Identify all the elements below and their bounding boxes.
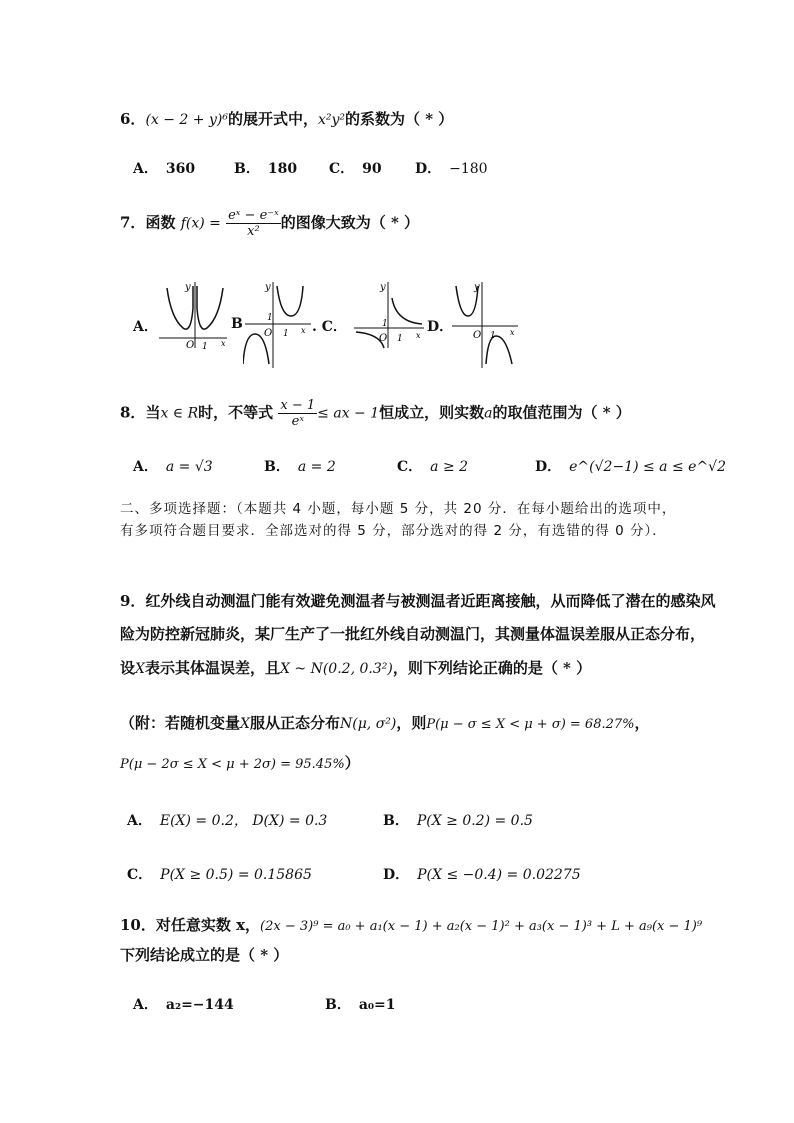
option-a[interactable] — [133, 994, 242, 1014]
option-b[interactable] — [264, 456, 336, 476]
option-label: A． — [133, 161, 158, 177]
variable: X — [135, 661, 145, 677]
option-value: 90 — [362, 161, 382, 177]
option-d[interactable] — [415, 158, 488, 178]
question-text: 红外线自动测温门能有效避免测温者与被测温者近距离接触，从而降低了潜在的感染风 — [145, 592, 716, 610]
question-9-line-3 — [120, 657, 591, 678]
option-label: B． — [264, 459, 290, 475]
option-a[interactable] — [127, 810, 327, 830]
origin-label: O — [186, 340, 195, 350]
option-label: A． — [133, 459, 158, 475]
option-value: 180 — [267, 161, 298, 177]
option-label: C． — [329, 161, 355, 177]
one-label: 1 — [490, 331, 496, 341]
option-value: P(X ≥ 0.5) = 0.15865 — [160, 867, 312, 883]
note-text: 服从正态分布 — [249, 714, 340, 732]
x-label: x — [301, 326, 306, 335]
one-label: 1 — [382, 319, 388, 329]
probability: P(μ − 2σ ≤ X < μ + 2σ) = 95.45% — [120, 757, 345, 772]
option-label: D． — [383, 867, 410, 883]
one-label: 1 — [202, 342, 208, 350]
x-label: x — [416, 331, 421, 340]
x-label: x — [510, 328, 515, 337]
note-text: ， — [634, 714, 650, 732]
option-value: P(X ≤ −0.4) = 0.02275 — [417, 867, 581, 883]
numerator: eˣ − e⁻ˣ — [228, 208, 279, 223]
fraction — [226, 208, 281, 239]
question-text: ，则下列结论正确的是（ * ） — [392, 659, 592, 677]
question-text: 的取值范围为（ * ） — [492, 403, 631, 422]
probability: P(μ − σ ≤ X < μ + σ) = 68.27% — [426, 717, 635, 732]
denominator: eˣ — [291, 414, 304, 429]
one-label: 1 — [283, 329, 289, 339]
expression: (x − 2 + y)⁶ — [145, 112, 228, 128]
option-label: . C． — [312, 319, 347, 335]
question-text: 函数 — [145, 213, 176, 232]
y-label: y — [380, 282, 386, 293]
option-label: D． — [427, 319, 454, 335]
denominator: x² — [247, 224, 260, 239]
question-9-note-2 — [120, 752, 360, 773]
option-value: 360 — [165, 161, 196, 177]
option-b[interactable] — [325, 994, 404, 1014]
option-c[interactable] — [397, 456, 468, 476]
graph-c[interactable] — [352, 278, 427, 350]
function-name: f(x) = — [180, 215, 221, 232]
question-text: 恒成立，则实数 — [379, 403, 485, 422]
question-text: 时，不等式 — [198, 403, 274, 422]
question-text: 的图像大致为（ * ） — [280, 213, 420, 232]
graph-d[interactable] — [450, 278, 522, 370]
one-label: 1 — [267, 313, 273, 323]
expansion: (2x − 3)⁹ = a₀ + a₁(x − 1) + a₂(x − 1)² + a₃(x − 1)³ + L + a₉(x − 1)⁹ — [260, 919, 703, 934]
option-b[interactable] — [383, 810, 533, 830]
option-label: A． — [127, 813, 152, 829]
option-label: A． — [133, 997, 158, 1013]
question-9-line-2: 险为防控新冠肺炎，某厂生产了一批红外线自动测温门，其测量体温误差服从正态分布， — [120, 625, 706, 643]
origin-label: O — [379, 333, 388, 344]
inequality: ≤ ax − 1 — [317, 405, 380, 422]
question-number: 10． — [120, 916, 156, 934]
question-text: 对任意实数 x， — [155, 916, 261, 934]
option-c[interactable] — [127, 864, 312, 884]
question-text: 设 — [120, 659, 136, 677]
option-value: a₀=1 — [358, 997, 396, 1013]
option-label: D． — [535, 459, 562, 475]
option-value: P(X ≥ 0.2) = 0.5 — [416, 813, 533, 829]
note-text: ，则 — [396, 714, 427, 732]
distribution: X ~ N(0.2, 0.3²) — [280, 661, 393, 677]
option-value: a = √3 — [165, 459, 213, 475]
condition: x ∈ R — [160, 405, 199, 422]
question-9-line-1 — [120, 590, 715, 611]
option-label: B． — [234, 161, 260, 177]
question-9-note-1 — [120, 712, 650, 733]
numerator: x − 1 — [280, 398, 316, 413]
origin-label: O — [473, 330, 482, 341]
option-label: A． — [133, 319, 158, 335]
graph-b[interactable] — [243, 278, 315, 370]
section-2-instructions: 二、多项选择题：（本题共 4 小题，每小题 5 分，共 20 分．在每小题给出的选项中，有多项符合题目要求．全部选对的得 5 分，部分选对的得 2 分，有选错的得 0 分）． — [120, 501, 677, 539]
question-text: 当 — [145, 403, 161, 422]
question-number: 6． — [120, 110, 146, 128]
x-label: x — [221, 339, 226, 348]
graph-a[interactable] — [157, 278, 229, 350]
option-value: −180 — [449, 161, 488, 177]
option-value: e^(√2−1) ≤ a ≤ e^√2 — [569, 459, 726, 475]
option-label: D． — [415, 161, 442, 177]
option-a[interactable] — [133, 158, 203, 178]
distribution: N(μ, σ²) — [340, 716, 397, 732]
one-label: 1 — [397, 334, 403, 344]
curve-right — [277, 286, 303, 316]
y-label: y — [265, 282, 271, 293]
option-a[interactable] — [133, 456, 213, 476]
question-10-line-2: 下列结论成立的是（ * ） — [120, 946, 289, 964]
origin-label: O — [264, 328, 273, 339]
variable: X — [240, 716, 250, 732]
curve-right — [392, 298, 422, 324]
y-label: y — [474, 282, 480, 293]
option-d[interactable] — [535, 456, 726, 476]
option-c[interactable] — [312, 316, 355, 336]
question-8 — [120, 398, 631, 429]
question-7 — [120, 208, 419, 239]
question-10-line-1 — [120, 914, 702, 935]
option-label: C． — [127, 867, 153, 883]
question-text: 表示其体温误差，且 — [144, 659, 280, 677]
question-text: 的系数为（ * ） — [345, 110, 454, 128]
option-label: B． — [325, 997, 351, 1013]
option-value: a = 2 — [297, 459, 336, 475]
note-text: （附：若随机变量 — [120, 714, 241, 732]
variable: a — [484, 405, 493, 422]
y-label: y — [185, 282, 191, 293]
option-label: C． — [397, 459, 423, 475]
question-number: 9． — [120, 592, 146, 610]
option-value: E(X) = 0.2， D(X) = 0.3 — [159, 813, 328, 829]
question-number: 8． — [120, 403, 146, 422]
option-value: a ≥ 2 — [430, 459, 469, 475]
question-number: 7． — [120, 213, 146, 232]
option-value: a₂=−144 — [165, 997, 234, 1013]
note-text: ） — [344, 754, 360, 772]
question-text: 的展开式中， — [227, 110, 318, 128]
curve-right — [197, 286, 223, 329]
option-d[interactable] — [383, 864, 581, 884]
option-c[interactable] — [329, 158, 390, 178]
fraction — [278, 398, 317, 429]
option-label: B． — [383, 813, 409, 829]
option-b[interactable] — [234, 158, 305, 178]
question-6 — [120, 108, 453, 129]
option-label: B — [231, 316, 243, 332]
term: x²y² — [317, 112, 345, 128]
